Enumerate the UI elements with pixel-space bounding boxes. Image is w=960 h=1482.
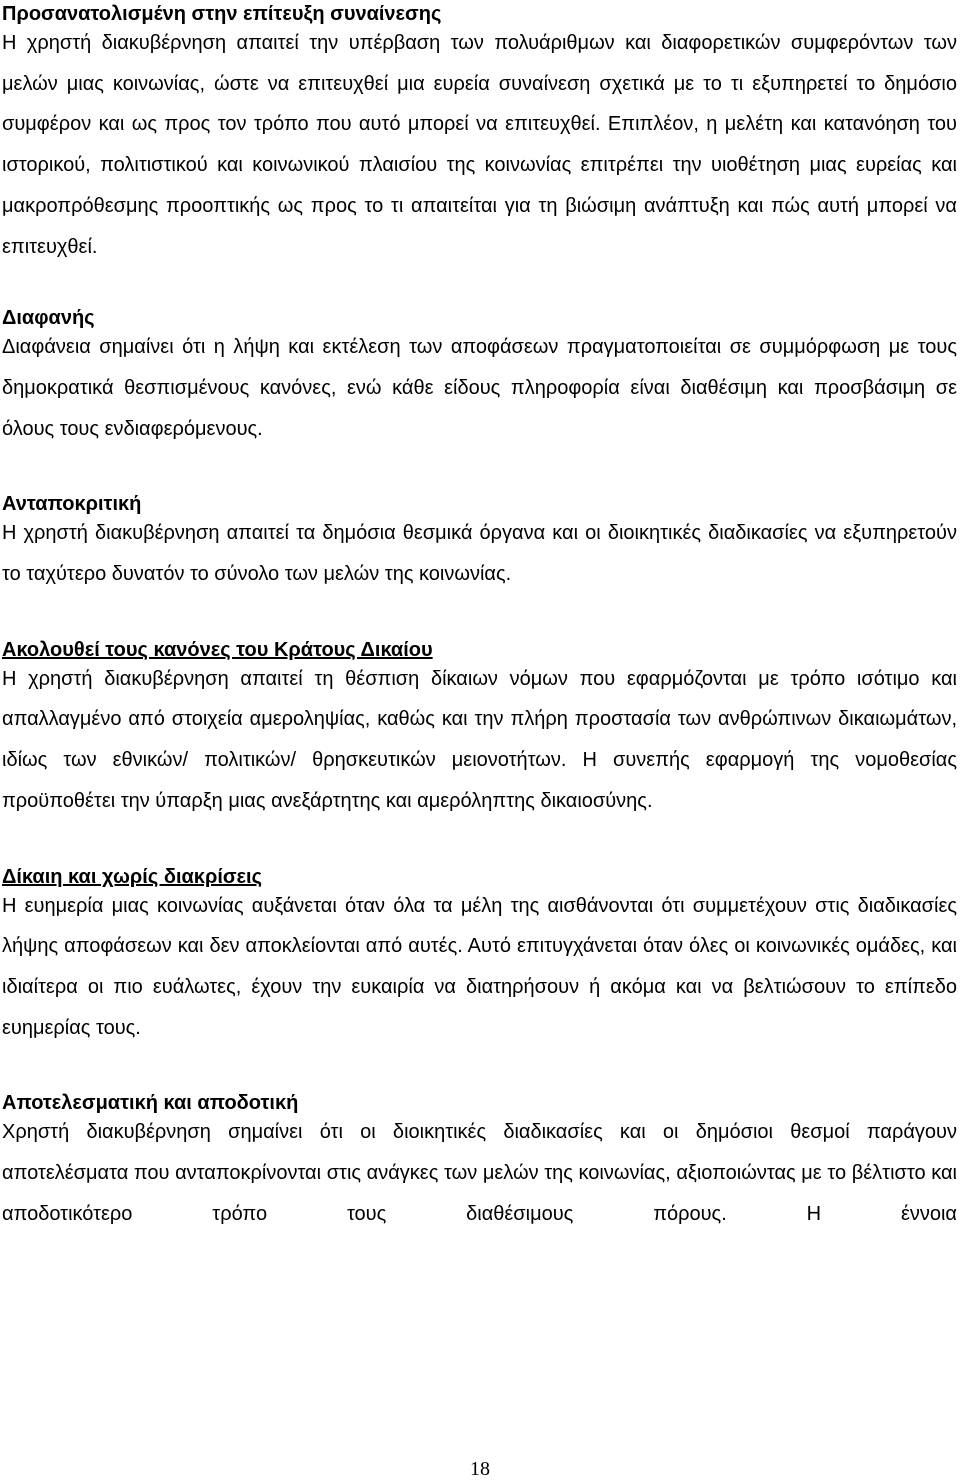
section-paragraph: Η χρηστή διακυβέρνηση απαιτεί τα δημόσια θεσμικά όργανα και οι διοικητικές διαδικασίες να εξυπηρετούν το ταχύτερο δυνατόν το σύνολο των μελών της κοινωνίας. — [2, 522, 957, 586]
section-spacer — [2, 1048, 957, 1090]
document-page — [2, 0, 957, 1234]
page-number: 18 — [470, 1458, 490, 1480]
section-effectiveness — [2, 1090, 957, 1234]
section-heading: Δίκαιη και χωρίς διακρίσεις — [2, 865, 263, 888]
section-heading: Αποτελεσματική και αποδοτική — [2, 1092, 299, 1115]
section-spacer — [2, 449, 957, 491]
section-transparency — [2, 305, 957, 449]
section-heading: Διαφανής — [2, 307, 95, 330]
section-heading: Προσανατολισμένη στην επίτευξη συναίνεσης — [2, 3, 442, 25]
section-paragraph: Η ευημερία μιας κοινωνίας αυξάνεται όταν όλα τα μέλη της αισθάνονται ότι συμμετέχουν στις διαδικασίες λήψης αποφάσεων και δεν αποκλείονται από αυτές. Αυτό επιτυγχάνεται όταν όλες οι κοινωνικές ομάδες, και ιδιαίτερα οι πιο ευάλωτες, έχουν την ευκαιρία να διατηρήσουν ή ακόμα και να βελτιώσουν το επίπεδο ευημερίας τους. — [2, 894, 957, 1039]
section-spacer — [2, 267, 957, 305]
section-paragraph: Διαφάνεια σημαίνει ότι η λήψη και εκτέλεση των αποφάσεων πραγματοποιείται σε συμμόρφωση με τους δημοκρατικά θεσπισμένους κανόνες, ενώ κάθε είδους πληροφορία είναι διαθέσιμη και προσβάσιμη σε όλους τους ενδιαφερόμενους. — [2, 336, 957, 440]
section-responsive — [2, 491, 957, 594]
section-spacer — [2, 595, 957, 637]
section-spacer — [2, 822, 957, 864]
section-heading: Ανταποκριτική — [2, 493, 142, 516]
section-heading: Ακολουθεί τους κανόνες του Κράτους Δικαίου — [2, 638, 433, 661]
section-paragraph: Χρηστή διακυβέρνηση σημαίνει ότι οι διοικητικές διαδικασίες και οι δημόσιοι θεσμοί παράγουν αποτελέσματα που ανταποκρίνονται στις ανάγκες των μελών της κοινωνίας, αξιοποιώντας με το βέλτιστο και αποδοτικότερο τρόπο τους διαθέσιμους πόρους. Η έννοια — [2, 1121, 957, 1225]
section-rule-of-law — [2, 637, 957, 822]
section-paragraph: Η χρηστή διακυβέρνηση απαιτεί τη θέσπιση δίκαιων νόμων που εφαρμόζονται με τρόπο ισότιμο και απαλλαγμένο από στοιχεία αμεροληψίας, καθώς και την πλήρη προστασία των ανθρώπινων δικαιωμάτων, ιδίως των εθνικών/ πολιτικών/ θρησκευτικών μειονοτήτων. Η συνεπής εφαρμογή της νομοθεσίας προϋποθέτει την ύπαρξη μιας ανεξάρτητης και αμερόληπτης δικαιοσύνης. — [2, 667, 957, 812]
section-consensus — [2, 0, 957, 267]
section-equity — [2, 864, 957, 1049]
section-paragraph: Η χρηστή διακυβέρνηση απαιτεί την υπέρβαση των πολυάριθμων και διαφορετικών συμφερόντων των μελών μιας κοινωνίας, ώστε να επιτευχθεί μια ευρεία συναίνεση σχετικά με το τι εξυπηρετεί το δημόσιο συμφέρον και ως προς τον τρόπο που αυτό μπορεί να επιτευχθεί. Επιπλέον, η μελέτη και κατανόηση του ιστορικού, πολιτιστικού και κοινωνικού πλαισίου της κοινωνίας επιτρέπει την υιοθέτηση μιας ευρείας και μακροπρόθεσμης προοπτικής ως προς το τι απαιτείται για τη βιώσιμη ανάπτυξη και πώς αυτή μπορεί να επιτευχθεί. — [2, 32, 957, 258]
